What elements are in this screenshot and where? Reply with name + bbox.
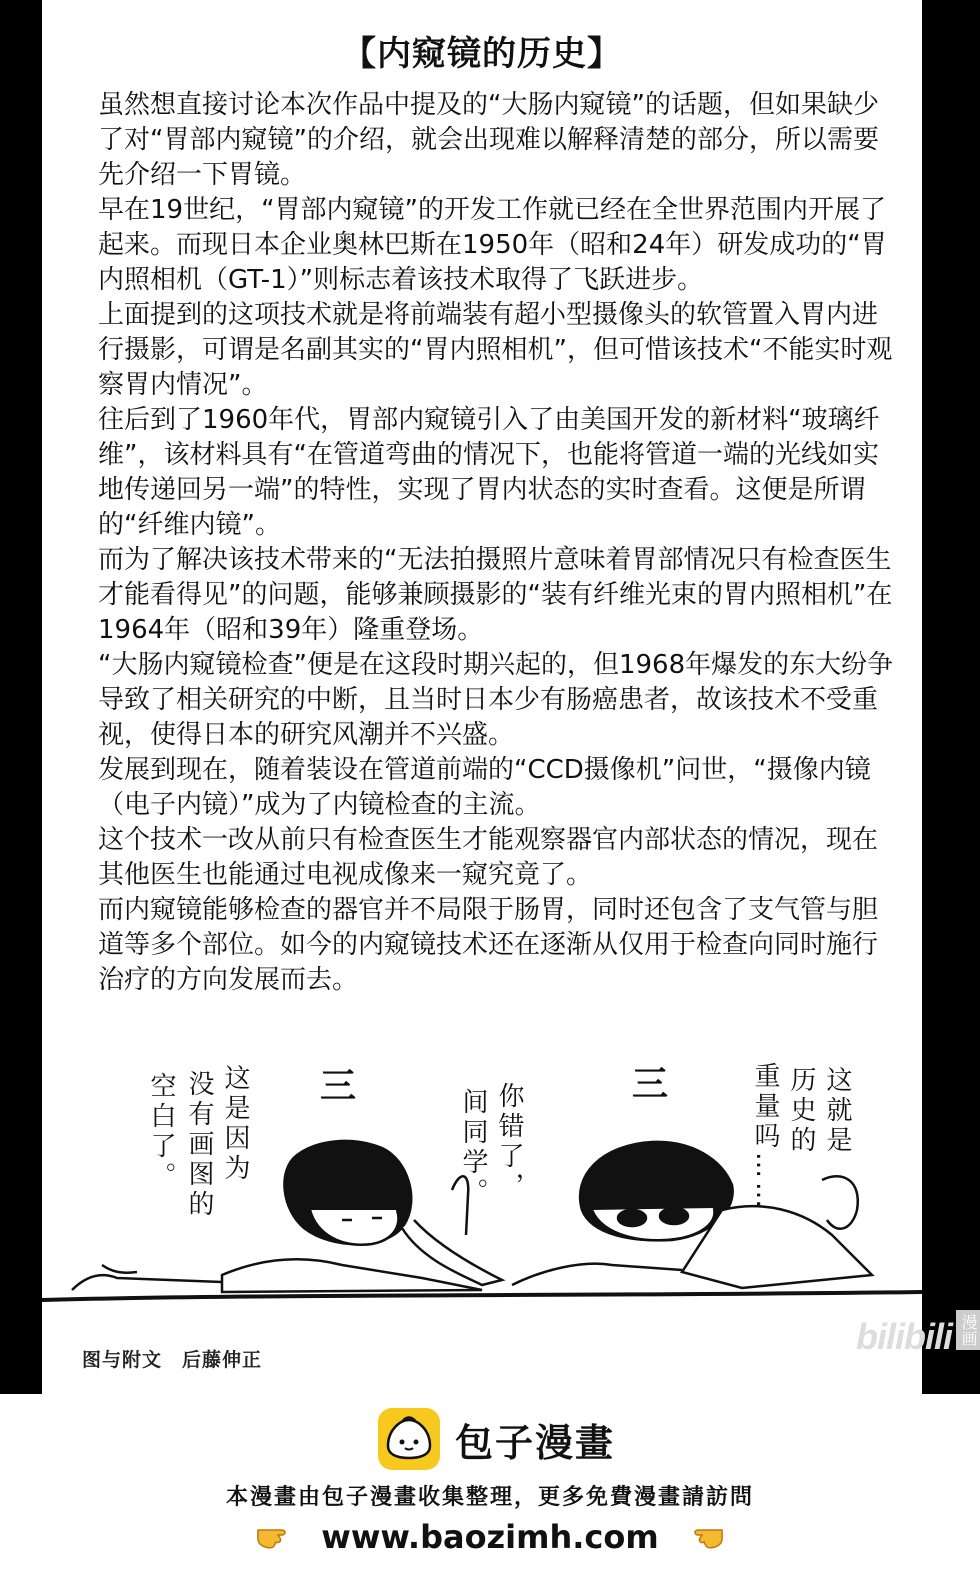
paragraph: 而为了解决该技术带来的“无法拍摄照片意味着胃部情况只有检查医生才能看得见”的问题，能够兼顾摄影的“装有纤维光束的胃内照相机”在1964年（昭和39年）隆重登场。: [98, 545, 893, 645]
right-character: [512, 1142, 872, 1288]
manga-page: [42, 0, 922, 1394]
speech-bubble-right-2: 历史的: [786, 1066, 816, 1156]
paragraph: 早在19世纪，“胃部内窥镜”的开发工作就已经在全世界范围内开展了起来。而现日本企业奥林巴斯在1950年（昭和24年）研发成功的“胃内照相机（GT-1）”则标志着该技术取得了飞跃进步。: [98, 195, 887, 295]
watermark-logo: bilibili: [856, 1316, 952, 1357]
speech-bubble-right-1: 这就是: [822, 1066, 852, 1156]
article-title: 【内窥镜的历史】: [342, 34, 622, 74]
pointing-right-hand-icon: [256, 1520, 296, 1558]
sfx-left: 三: [320, 1066, 361, 1107]
floor-line: [42, 1292, 922, 1300]
speech-bubble-middle-2: 间同学。: [458, 1088, 488, 1208]
sfx-right: 三: [632, 1064, 673, 1105]
illustrator-credit: 图与附文 后藤伸正: [82, 1349, 263, 1371]
site-notice: 本漫畫由包子漫畫收集整理，更多免費漫畫請訪問: [225, 1485, 754, 1510]
paragraph: 发展到现在，随着装设在管道前端的“CCD摄像机”问世，“摄像内镜（电子内镜）”成为了内镜检查的主流。: [98, 755, 871, 820]
bilibili-watermark: [856, 1310, 976, 1370]
speech-bubble-left-2: 没有画图的: [184, 1070, 214, 1220]
site-url-link[interactable]: www.baozimh.com: [321, 1518, 659, 1556]
site-link-row: [0, 1518, 980, 1558]
paragraph: 上面提到的这项技术就是将前端装有超小型摄像头的软管置入胃内进行摄影，可谓是名副其实的“胃内照相机”，但可惜该技术“不能实时观察胃内情况”。: [98, 300, 893, 400]
paragraph: 而内窥镜能够检查的器官并不局限于肠胃，同时还包含了支气管与胆道等多个部位。如今的内窥镜技术还在逐渐从仅用于检查向同时施行治疗的方向发展而去。: [98, 895, 879, 995]
paragraph: 这个技术一改从前只有检查医生才能观察器官内部状态的情况，现在其他医生也能通过电视成像来一窥究竟了。: [98, 825, 879, 890]
paragraph: “大肠内窥镜检查”便是在这段时期兴起的，但1968年爆发的东大纷争导致了相关研究的中断，且当时日本少有肠癌患者，故该技术不受重视，使得日本的研究风潮并不兴盛。: [98, 650, 894, 750]
paragraph: 虽然想直接讨论本次作品中提及的“大肠内窥镜”的话题，但如果缺少了对“胃部内窥镜”的介绍，就会出现难以解释清楚的部分，所以需要先介绍一下胃镜。: [98, 90, 879, 190]
speech-bubble-middle-1: 你错了，: [494, 1082, 524, 1202]
pointing-left-hand-icon: [684, 1520, 724, 1558]
left-character: [72, 1141, 502, 1292]
speech-bubble-left-1: 这是因为: [220, 1064, 250, 1184]
speech-bubble-right-3: 重量吗……: [750, 1062, 780, 1212]
site-footer: [0, 1394, 980, 1594]
brand-name[interactable]: 包子漫畫: [455, 1421, 616, 1465]
article-body: [98, 88, 898, 998]
paragraph: 往后到了1960年代，胃部内窥镜引入了由美国开发的新材料“玻璃纤维”，该材料具有“在管道弯曲的情况下，也能将管道一端的光线如实地传递回另一端”的特性，实现了胃内状态的实时查看。这便是所谓的“纤维内镜”。: [98, 405, 880, 540]
watermark-side-label: 漫画: [956, 1310, 980, 1350]
baozi-logo-icon[interactable]: [378, 1408, 440, 1470]
speech-bubble-left-3: 空白了。: [146, 1072, 176, 1192]
